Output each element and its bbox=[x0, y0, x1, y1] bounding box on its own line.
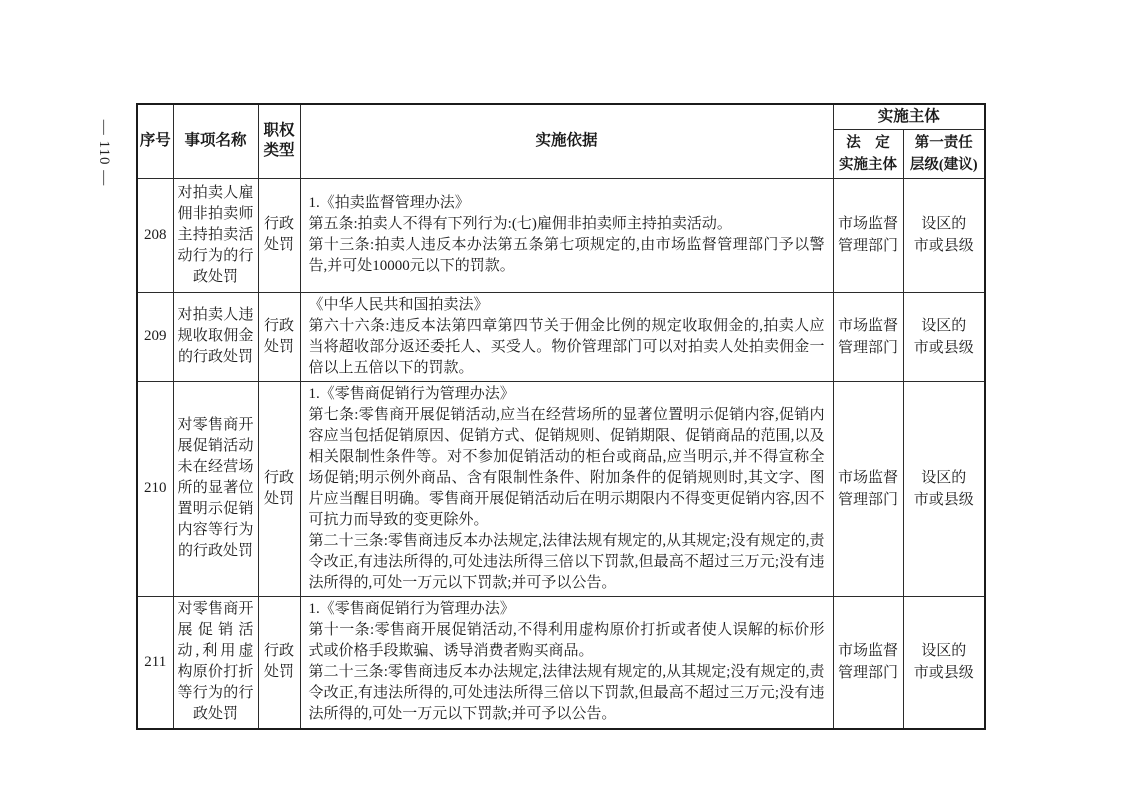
row-seq: 209 bbox=[137, 292, 173, 381]
basis-paragraph: 第十一条:零售商开展促销活动,不得利用虚构原价打折或者使人误解的标价形式或价格手段欺骗、诱导消费者购买商品。 bbox=[308, 622, 825, 660]
row-item-name: 对拍卖人违规收取佣金的行政处罚 bbox=[173, 292, 258, 381]
responsibility-level-line: 设区的 bbox=[921, 216, 967, 232]
table-row-209 bbox=[137, 292, 985, 381]
header-legal-subject-line2: 实施主体 bbox=[839, 156, 897, 173]
legal-subject-line: 市场监督 bbox=[837, 216, 898, 232]
header-item-name: 事项名称 bbox=[173, 104, 258, 178]
row-responsibility-level bbox=[903, 596, 985, 729]
basis-paragraph: 第二十三条:零售商违反本办法规定,法律法规有规定的,从其规定;没有规定的,责令改正,有违法所得的,可处违法所得三倍以下罚款,但最高不超过三万元;没有违法所得的,可处一万元以下罚款;并可予以公告。 bbox=[308, 532, 825, 591]
row-authority-type: 行政处罚 bbox=[258, 292, 300, 381]
table-body bbox=[137, 178, 985, 729]
responsibility-level-line: 市或县级 bbox=[913, 339, 974, 356]
responsibility-level-line: 市或县级 bbox=[913, 238, 974, 254]
row-authority-type: 行政处罚 bbox=[258, 596, 300, 729]
legal-subject-line: 市场监督 bbox=[837, 469, 898, 486]
row-seq: 211 bbox=[137, 596, 173, 729]
basis-paragraph: 《中华人民共和国拍卖法》 bbox=[308, 296, 489, 313]
legal-subject-line: 管理部门 bbox=[837, 665, 898, 682]
legal-subject-line: 管理部门 bbox=[837, 238, 898, 254]
table-header bbox=[137, 104, 985, 178]
responsibility-level-line: 市或县级 bbox=[913, 665, 974, 682]
legal-subject-line: 管理部门 bbox=[837, 339, 898, 356]
row-basis bbox=[300, 596, 833, 729]
row-authority-type: 行政处罚 bbox=[258, 178, 300, 292]
row-legal-subject bbox=[833, 596, 903, 729]
basis-paragraph: 第二十三条:零售商违反本办法规定,法律法规有规定的,从其规定;没有规定的,责令改正,有违法所得的,可处违法所得三倍以下罚款,但最高不超过三万元;没有违法所得的,可处一万元以下罚款;并可予以公告。 bbox=[308, 664, 825, 723]
legal-subject-line: 管理部门 bbox=[837, 491, 898, 508]
row-basis bbox=[300, 381, 833, 596]
header-legal-subject bbox=[833, 129, 903, 178]
header-seq: 序号 bbox=[137, 104, 173, 178]
legal-subject-line: 市场监督 bbox=[837, 317, 898, 334]
header-responsibility-level-line1: 第一责任 bbox=[914, 134, 973, 151]
table-row-208 bbox=[137, 178, 985, 292]
basis-paragraph: 1.《零售商促销行为管理办法》 bbox=[308, 385, 515, 402]
table-row-211 bbox=[137, 596, 985, 729]
row-seq: 208 bbox=[137, 178, 173, 292]
responsibility-level-line: 市或县级 bbox=[913, 491, 974, 508]
row-responsibility-level bbox=[903, 381, 985, 596]
responsibility-level-line: 设区的 bbox=[921, 643, 967, 660]
basis-paragraph: 第七条:零售商开展促销活动,应当在经营场所的显著位置明示促销内容,促销内容应当包括促销原因、促销方式、促销规则、促销期限、促销商品的范围,以及相关限制性条件等。对不参加促销活动的柜台或商品,应当明示,并不得宣称全场促销;明示例外商品、含有限制性条件、附加条件的促销规则时,其文字、图片应当醒目明确。零售商开展促销活动后在明示期限内不得变更促销内容,因不可抗力而导致的变更除外。 bbox=[308, 406, 825, 528]
header-responsibility-level-line2: 层级(建议) bbox=[909, 156, 978, 173]
row-legal-subject bbox=[833, 381, 903, 596]
table-container bbox=[136, 103, 986, 730]
basis-paragraph: 第十三条:拍卖人违反本办法第五条第七项规定的,由市场监督管理部门予以警告,并可处10000元以下的罚款。 bbox=[308, 237, 825, 274]
responsibility-level-line: 设区的 bbox=[921, 469, 967, 486]
row-basis bbox=[300, 178, 833, 292]
row-item-name: 对零售商开展促销活动,利用虚构原价打折等行为的行政处罚 bbox=[173, 596, 258, 729]
row-legal-subject bbox=[833, 178, 903, 292]
table-row-210 bbox=[137, 381, 985, 596]
basis-paragraph: 第五条:拍卖人不得有下列行为:(七)雇佣非拍卖师主持拍卖活动。 bbox=[308, 216, 732, 232]
header-subject-group: 实施主体 bbox=[833, 104, 985, 129]
header-basis: 实施依据 bbox=[300, 104, 833, 178]
basis-paragraph: 第六十六条:违反本法第四章第四节关于佣金比例的规定收取佣金的,拍卖人应当将超收部分返还委托人、买受人。物价管理部门可以对拍卖人处拍卖佣金一倍以上五倍以下的罚款。 bbox=[308, 317, 825, 376]
authority-items-table bbox=[136, 103, 986, 730]
row-item-name: 对零售商开展促销活动未在经营场所的显著位置明示促销内容等行为的行政处罚 bbox=[173, 381, 258, 596]
row-responsibility-level bbox=[903, 178, 985, 292]
header-responsibility-level bbox=[903, 129, 985, 178]
row-legal-subject bbox=[833, 292, 903, 381]
row-authority-type: 行政处罚 bbox=[258, 381, 300, 596]
row-seq: 210 bbox=[137, 381, 173, 596]
legal-subject-line: 市场监督 bbox=[837, 643, 898, 660]
basis-paragraph: 1.《拍卖监督管理办法》 bbox=[308, 195, 470, 211]
header-authority-type: 职权类型 bbox=[258, 104, 300, 178]
row-basis bbox=[300, 292, 833, 381]
page-number: — 110 — bbox=[96, 119, 112, 187]
basis-paragraph: 1.《零售商促销行为管理办法》 bbox=[308, 601, 515, 618]
header-legal-subject-line1: 法 定 bbox=[846, 134, 890, 151]
responsibility-level-line: 设区的 bbox=[921, 317, 967, 334]
row-responsibility-level bbox=[903, 292, 985, 381]
row-item-name: 对拍卖人雇佣非拍卖师主持拍卖活动行为的行政处罚 bbox=[173, 178, 258, 292]
